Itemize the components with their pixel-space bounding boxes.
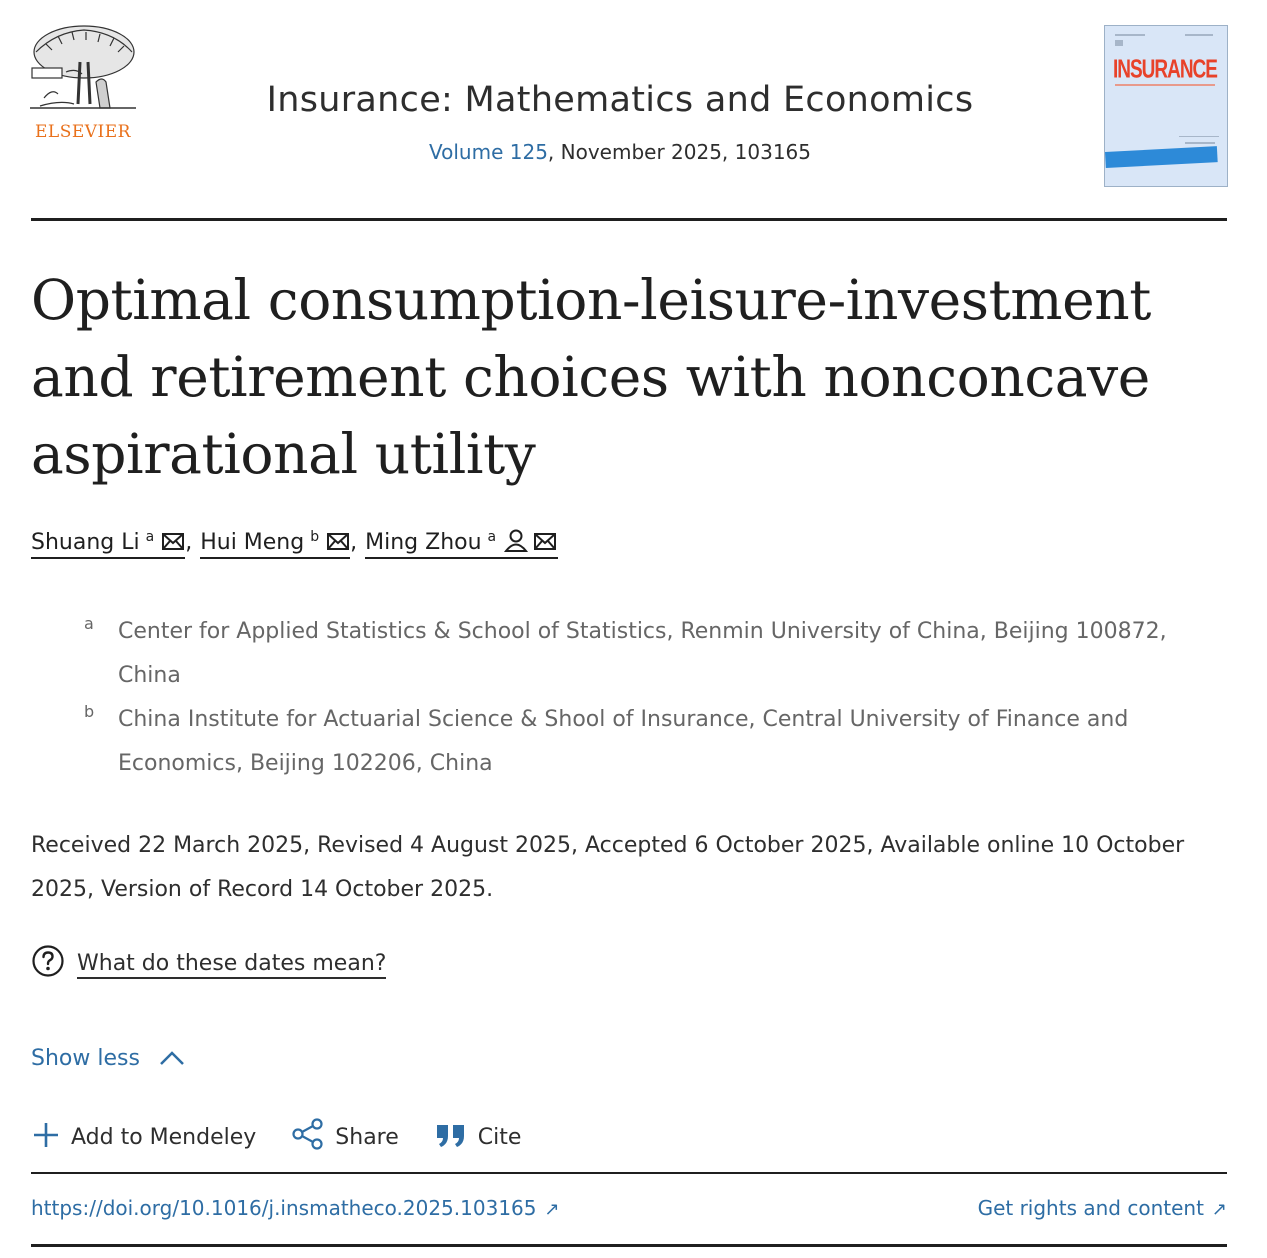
cover-subtitle-stripe [1115,84,1215,86]
author-separator: , [185,530,193,555]
get-rights-link[interactable] [978,1196,1227,1220]
journal-title[interactable]: Insurance: Mathematics and Economics [266,80,974,120]
external-link-icon: ↗ [1211,1199,1227,1220]
email-icon [532,532,558,552]
journal-header [0,0,1267,222]
cite-button[interactable] [434,1120,522,1150]
cover-band [1105,146,1218,168]
author-link-2[interactable] [200,529,350,559]
person-icon [503,528,529,552]
doi-link[interactable] [31,1196,560,1220]
show-less-label: Show less [31,1046,140,1071]
author-link-1[interactable] [31,529,185,559]
email-icon [326,532,350,552]
share-icon [291,1118,325,1150]
external-link-icon: ↗ [544,1199,560,1220]
mendeley-label: Add to Mendeley [71,1125,257,1150]
author-separator: , [350,530,358,555]
header-divider [31,218,1227,221]
author-name: Ming Zhou [365,530,482,555]
journal-issue-info [180,140,1060,164]
show-less-toggle[interactable] [31,1046,185,1071]
issue-info: , November 2025, 103165 [547,140,811,164]
cite-label: Cite [477,1125,522,1150]
affiliation-label: b [84,702,95,721]
publisher-name: ELSEVIER [35,122,131,142]
affiliation-a [84,610,1204,698]
author-name: Hui Meng [200,530,305,555]
doi-label: https://doi.org/10.1016/j.insmatheco.2025.103165 [31,1196,537,1220]
chevron-up-icon [159,1049,185,1067]
dates-help-link[interactable] [31,944,386,978]
plus-icon [31,1120,61,1150]
rights-label: Get rights and content [977,1196,1204,1220]
actions-divider [31,1172,1227,1174]
elsevier-tree-icon [26,22,140,122]
quote-icon [434,1120,468,1150]
elsevier-logo[interactable] [26,22,140,146]
article-dates: Received 22 March 2025, Revised 4 August 2025, Accepted 6 October 2025, Available online 10 October 2025, Version of Record 14 October 2025. [31,833,1185,902]
email-icon [161,532,185,552]
volume-link[interactable]: Volume 125 [429,140,548,164]
add-to-mendeley-button[interactable] [31,1120,256,1150]
affiliation-label: a [84,614,94,633]
affiliation-b [84,698,1204,786]
author-list [31,528,558,568]
article-actions [31,1118,549,1150]
author-affil-sup: b [310,529,320,545]
author-affil-sup: a [145,529,155,545]
author-link-3[interactable] [365,528,558,559]
dates-help-label: What do these dates mean? [77,951,386,979]
affiliation-text: Center for Applied Statistics & School of Statistics, Renmin University of China, Beijing 100872, China [118,619,1167,688]
cover-title: INSURANCE [1113,56,1217,85]
affiliation-text: China Institute for Actuarial Science & Shool of Insurance, Central University of Finance and Economics, Beijing 102206, China [118,707,1129,776]
question-circle-icon [31,944,65,978]
author-affil-sup: a [487,529,497,545]
share-label: Share [335,1125,399,1150]
article-title: Optimal consumption-leisure-investment and retirement choices with nonconcave aspirational utility [31,268,1151,486]
author-name: Shuang Li [31,530,140,555]
journal-cover-image[interactable] [1104,25,1228,187]
share-button[interactable] [291,1118,399,1150]
footer-divider [31,1244,1227,1247]
